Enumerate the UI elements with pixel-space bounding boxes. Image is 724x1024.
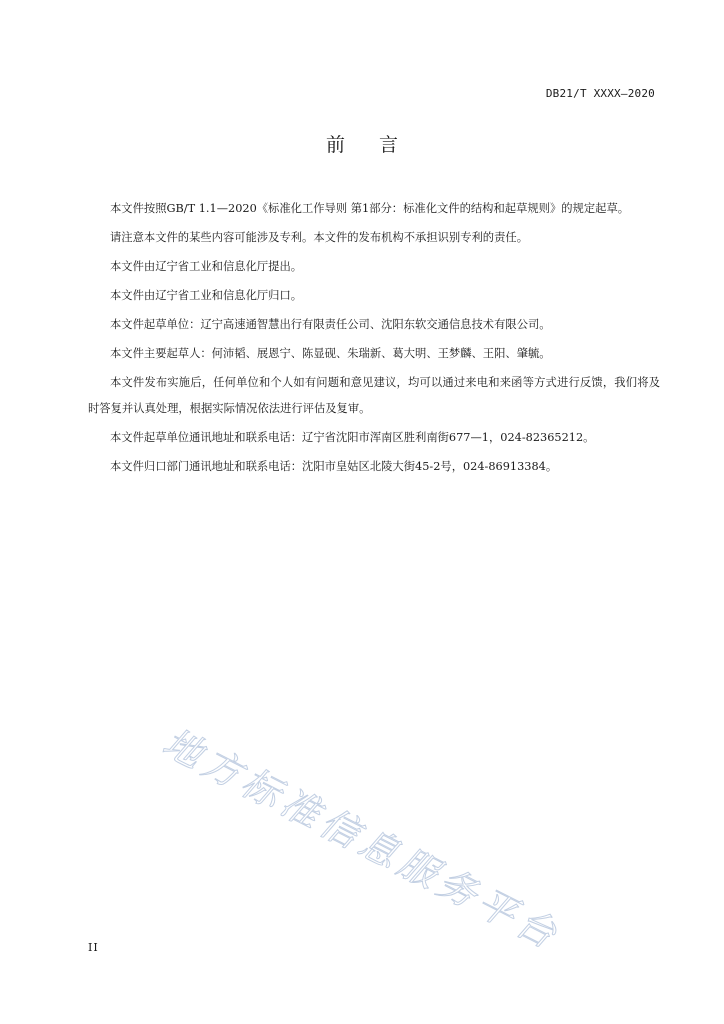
document-code: DB21/T XXXX—2020: [545, 87, 655, 100]
paragraph-drafters: 本文件主要起草人：何沛韬、展恩宁、陈显砚、朱瑞新、葛大明、王梦麟、王阳、肇毓。: [110, 347, 551, 360]
paragraph-patent-notice: 请注意本文件的某些内容可能涉及专利。本文件的发布机构不承担识别专利的责任。: [110, 231, 528, 244]
paragraph-feedback: 本文件发布实施后，任何单位和个人如有问题和意见建议，均可以通过来电和来函等方式进行反馈，我们将及时答复并认真处理，根据实际情况依法进行评估及复审。: [88, 376, 660, 415]
paragraph-administrator-contact: 本文件归口部门通讯地址和联系电话：沈阳市皇姑区北陵大街45-2号，024-86913384。: [110, 459, 558, 473]
paragraph-drafting-units: 本文件起草单位：辽宁高速通智慧出行有限责任公司、沈阳东软交通信息技术有限公司。: [110, 318, 551, 331]
page-number: II: [88, 941, 99, 954]
paragraph-administrator: 本文件由辽宁省工业和信息化厅归口。: [110, 289, 303, 302]
paragraph-drafting-unit-contact: 本文件起草单位通讯地址和联系电话：辽宁省沈阳市浑南区胜利南街677—1，024-82365212。: [110, 430, 595, 444]
document-body: [88, 196, 660, 483]
paragraph-proposer: 本文件由辽宁省工业和信息化厅提出。: [110, 260, 303, 273]
paragraph-drafting-basis: 本文件按照GB/T 1.1—2020《标准化工作导则 第1部分：标准化文件的结构和起草规则》的规定起草。: [110, 202, 630, 215]
watermark: 地方标准信息服务平台: [155, 720, 568, 959]
page-title: 前言: [325, 134, 432, 156]
